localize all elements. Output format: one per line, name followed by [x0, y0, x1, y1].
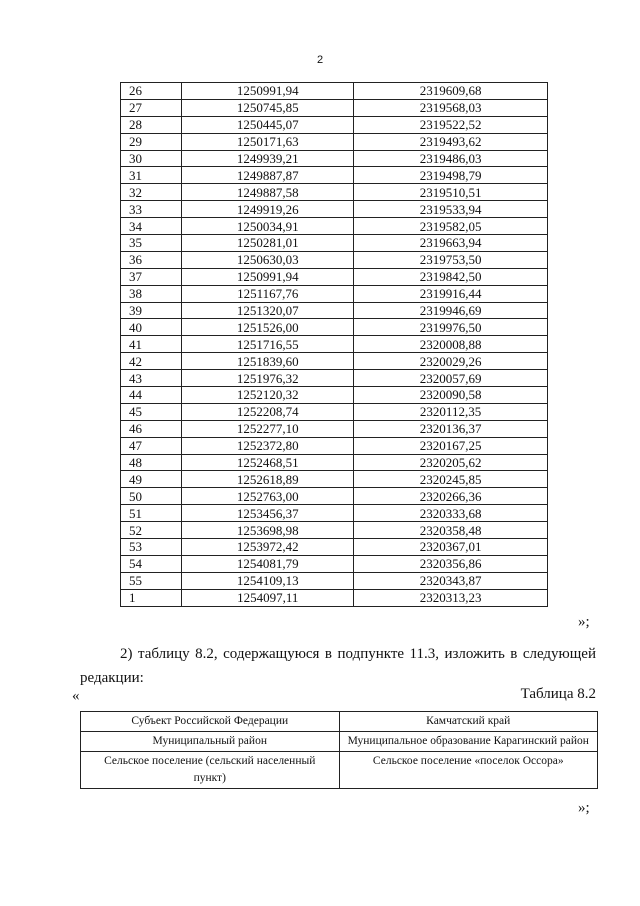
point-number-cell: 41: [121, 336, 182, 353]
y-coordinate-cell: 2320343,87: [354, 572, 548, 589]
y-coordinate-cell: 2319582,05: [354, 218, 548, 235]
table-row: [121, 133, 548, 150]
coordinates-table: [120, 82, 548, 607]
page-number: 2: [316, 54, 324, 66]
table-row: [121, 454, 548, 471]
point-number-cell: 32: [121, 184, 182, 201]
info-table-body: [81, 712, 598, 789]
point-number-cell: 29: [121, 133, 182, 150]
point-number-cell: 46: [121, 420, 182, 437]
x-coordinate-cell: 1249887,87: [182, 167, 354, 184]
point-number-cell: 42: [121, 353, 182, 370]
table-row: [121, 285, 548, 302]
point-number-cell: 28: [121, 116, 182, 133]
point-number-cell: 37: [121, 268, 182, 285]
table-row: [121, 268, 548, 285]
table-row: [121, 572, 548, 589]
point-number-cell: 51: [121, 505, 182, 522]
y-coordinate-cell: 2319522,52: [354, 116, 548, 133]
point-number-cell: 40: [121, 319, 182, 336]
table-row: [121, 420, 548, 437]
point-number-cell: 54: [121, 555, 182, 572]
point-number-cell: 45: [121, 403, 182, 420]
y-coordinate-cell: 2320057,69: [354, 370, 548, 387]
table-row: [81, 752, 598, 789]
y-coordinate-cell: 2320356,86: [354, 555, 548, 572]
y-coordinate-cell: 2320008,88: [354, 336, 548, 353]
point-number-cell: 52: [121, 522, 182, 539]
table-row: [121, 471, 548, 488]
point-number-cell: 36: [121, 251, 182, 268]
y-coordinate-cell: 2319916,44: [354, 285, 548, 302]
x-coordinate-cell: 1252468,51: [182, 454, 354, 471]
point-number-cell: 31: [121, 167, 182, 184]
table-row: [121, 370, 548, 387]
x-coordinate-cell: 1252120,32: [182, 387, 354, 404]
y-coordinate-cell: 2319976,50: [354, 319, 548, 336]
table-row: [121, 251, 548, 268]
x-coordinate-cell: 1254097,11: [182, 589, 354, 606]
table-row: [121, 505, 548, 522]
table-row: [121, 302, 548, 319]
point-number-cell: 30: [121, 150, 182, 167]
table-row: [121, 184, 548, 201]
point-number-cell: 34: [121, 218, 182, 235]
y-coordinate-cell: 2319946,69: [354, 302, 548, 319]
y-coordinate-cell: 2320358,48: [354, 522, 548, 539]
table-row: [121, 387, 548, 404]
y-coordinate-cell: 2319498,79: [354, 167, 548, 184]
table-row: [121, 218, 548, 235]
x-coordinate-cell: 1252277,10: [182, 420, 354, 437]
y-coordinate-cell: 2320029,26: [354, 353, 548, 370]
table-row: [121, 201, 548, 218]
field-value-cell: Сельское поселение «поселок Оссора»: [339, 752, 598, 789]
y-coordinate-cell: 2320112,35: [354, 403, 548, 420]
field-label-cell: Сельское поселение (сельский населенный пункт): [81, 752, 340, 789]
field-label-cell: Субъект Российской Федерации: [81, 712, 340, 732]
point-number-cell: 27: [121, 99, 182, 116]
y-coordinate-cell: 2320245,85: [354, 471, 548, 488]
x-coordinate-cell: 1254081,79: [182, 555, 354, 572]
x-coordinate-cell: 1253972,42: [182, 539, 354, 556]
point-number-cell: 55: [121, 572, 182, 589]
point-number-cell: 35: [121, 235, 182, 252]
info-table: [80, 711, 598, 789]
table-row: [121, 589, 548, 606]
x-coordinate-cell: 1250281,01: [182, 235, 354, 252]
x-coordinate-cell: 1251320,07: [182, 302, 354, 319]
y-coordinate-cell: 2320167,25: [354, 437, 548, 454]
table-row: [121, 83, 548, 100]
table-row: [121, 555, 548, 572]
x-coordinate-cell: 1251839,60: [182, 353, 354, 370]
y-coordinate-cell: 2319486,03: [354, 150, 548, 167]
x-coordinate-cell: 1251526,00: [182, 319, 354, 336]
point-number-cell: 1: [121, 589, 182, 606]
x-coordinate-cell: 1252208,74: [182, 403, 354, 420]
x-coordinate-cell: 1254109,13: [182, 572, 354, 589]
point-number-cell: 33: [121, 201, 182, 218]
point-number-cell: 50: [121, 488, 182, 505]
table-row: [121, 539, 548, 556]
y-coordinate-cell: 2319533,94: [354, 201, 548, 218]
y-coordinate-cell: 2319493,62: [354, 133, 548, 150]
table-row: [121, 403, 548, 420]
table-row: [81, 712, 598, 732]
closing-quote-after-coordinates: »;: [578, 614, 590, 630]
table-row: [121, 336, 548, 353]
x-coordinate-cell: 1249939,21: [182, 150, 354, 167]
y-coordinate-cell: 2320266,36: [354, 488, 548, 505]
table-row: [121, 116, 548, 133]
table-row: [121, 319, 548, 336]
table-row: [121, 167, 548, 184]
y-coordinate-cell: 2319842,50: [354, 268, 548, 285]
x-coordinate-cell: 1251167,76: [182, 285, 354, 302]
x-coordinate-cell: 1252372,80: [182, 437, 354, 454]
y-coordinate-cell: 2320136,37: [354, 420, 548, 437]
table-row: [121, 150, 548, 167]
point-number-cell: 47: [121, 437, 182, 454]
point-number-cell: 53: [121, 539, 182, 556]
y-coordinate-cell: 2319510,51: [354, 184, 548, 201]
x-coordinate-cell: 1252763,00: [182, 488, 354, 505]
y-coordinate-cell: 2320313,23: [354, 589, 548, 606]
point-number-cell: 38: [121, 285, 182, 302]
opening-quote: «: [72, 688, 80, 704]
y-coordinate-cell: 2320205,62: [354, 454, 548, 471]
x-coordinate-cell: 1250745,85: [182, 99, 354, 116]
table-row: [121, 437, 548, 454]
field-label-cell: Муниципальный район: [81, 732, 340, 752]
table-row: [81, 732, 598, 752]
point-number-cell: 48: [121, 454, 182, 471]
table-row: [121, 522, 548, 539]
x-coordinate-cell: 1250445,07: [182, 116, 354, 133]
y-coordinate-cell: 2320090,58: [354, 387, 548, 404]
coordinates-table-body: [121, 83, 548, 607]
x-coordinate-cell: 1253698,98: [182, 522, 354, 539]
y-coordinate-cell: 2319663,94: [354, 235, 548, 252]
point-number-cell: 39: [121, 302, 182, 319]
point-number-cell: 43: [121, 370, 182, 387]
point-number-cell: 49: [121, 471, 182, 488]
x-coordinate-cell: 1251976,32: [182, 370, 354, 387]
y-coordinate-cell: 2319753,50: [354, 251, 548, 268]
closing-quote-after-info-table: »;: [578, 800, 590, 816]
field-value-cell: Камчатский край: [339, 712, 598, 732]
x-coordinate-cell: 1250171,63: [182, 133, 354, 150]
x-coordinate-cell: 1249887,58: [182, 184, 354, 201]
x-coordinate-cell: 1250034,91: [182, 218, 354, 235]
point-number-cell: 44: [121, 387, 182, 404]
y-coordinate-cell: 2320367,01: [354, 539, 548, 556]
table-row: [121, 488, 548, 505]
table-caption: Таблица 8.2: [520, 686, 596, 702]
y-coordinate-cell: 2319609,68: [354, 83, 548, 100]
x-coordinate-cell: 1250991,94: [182, 268, 354, 285]
amendment-paragraph: 2) таблицу 8.2, содержащуюся в подпункте 11.3, изложить в следующей редакции:: [80, 646, 596, 686]
y-coordinate-cell: 2319568,03: [354, 99, 548, 116]
x-coordinate-cell: 1249919,26: [182, 201, 354, 218]
point-number-cell: 26: [121, 83, 182, 100]
field-value-cell: Муниципальное образование Карагинский район: [339, 732, 598, 752]
table-row: [121, 353, 548, 370]
table-row: [121, 235, 548, 252]
y-coordinate-cell: 2320333,68: [354, 505, 548, 522]
x-coordinate-cell: 1250630,03: [182, 251, 354, 268]
table-row: [121, 99, 548, 116]
x-coordinate-cell: 1250991,94: [182, 83, 354, 100]
x-coordinate-cell: 1253456,37: [182, 505, 354, 522]
x-coordinate-cell: 1252618,89: [182, 471, 354, 488]
x-coordinate-cell: 1251716,55: [182, 336, 354, 353]
